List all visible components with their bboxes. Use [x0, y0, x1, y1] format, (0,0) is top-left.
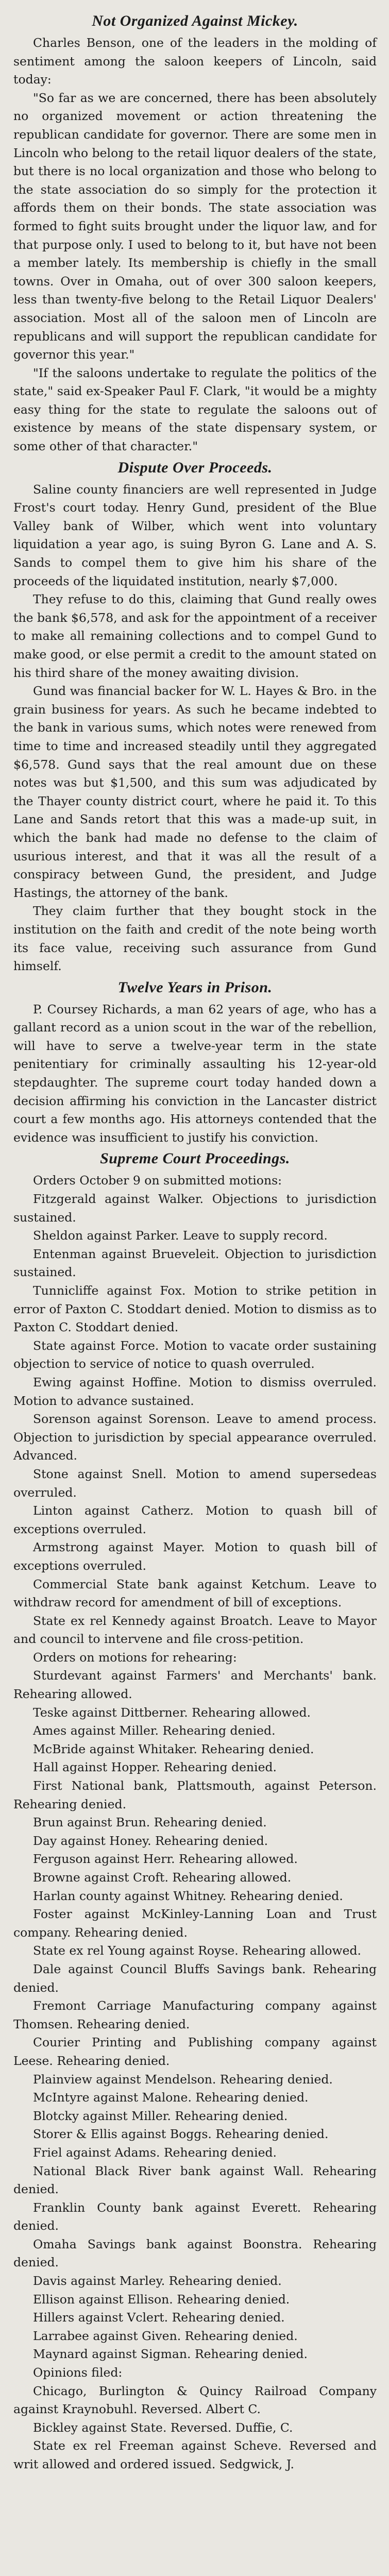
- paragraph: Gund was financial backer for W. L. Hayes & Bro. in the grain business for years. As such he became indebted to the bank in various sums, which notes were renewed from time to time and increased steadily until they aggregated $6,578. Gund says that the real amount due on these notes was but $1,500, and this sum was adjudicated by the Thayer county district court, where he paid it. To this Lane and Sands retort that this was a made-up suit, in which the bank had made no defense to the claim of usurious interest, and that it was all the result of a conspiracy between Gund, the president, and Judge Hastings, the attorney of the bank.: [13, 684, 377, 900]
- court-entry: Day against Honey. Rehearing denied.: [33, 1833, 268, 1848]
- court-entry: First National bank, Plattsmouth, against Peterson. Rehearing denied.: [13, 1778, 377, 1811]
- court-entry: Bickley against State. Reversed. Duffie, C.: [33, 2420, 293, 2435]
- court-entry: Browne against Croft. Rehearing allowed.: [33, 1870, 292, 1885]
- court-entry: Dale against Council Bluffs Savings bank. Rehearing denied.: [13, 1961, 377, 1995]
- court-entry: State against Force. Motion to vacate order sustaining objection to service of notice to quash overruled.: [13, 1338, 377, 1371]
- court-entry: Friel against Adams. Rehearing denied.: [33, 2145, 277, 2160]
- court-entry: Ellison against Ellison. Rehearing denied.: [33, 2292, 290, 2307]
- court-entry: Tunnicliffe against Fox. Motion to strike petition in error of Paxton C. Stoddart denied. Motion to dismiss as to Paxton C. Stoddart denied.: [13, 1283, 377, 1335]
- court-entry: State ex rel Kennedy against Broatch. Leave to Mayor and council to intervene and file cross-petition.: [13, 1613, 377, 1647]
- article-dispute-over-proceeds: [13, 459, 377, 976]
- paragraph: "So far as we are concerned, there has been absolutely no organized movement or action threatening the republican candidate for governor. There are some men in Lincoln who belong to the retail liquor dealers of the state, but there is no local organization and those who belong to the state association do so simply for the protection it affords them on their bonds. The state association was formed to fight suits brought under the liquor law, and for that purpose only. I used to belong to it, but have not been a member lately. Its membership is chiefly in the small towns. Over in Omaha, out of over 300 saloon keepers, less than twenty-five belong to the Retail Liquor Dealers' association. Most all of the saloon men of Lincoln are republicans and will support the republican candidate for governor this year.": [13, 90, 377, 362]
- court-entry: Entenman against Brueveleit. Objection to jurisdiction sustained.: [13, 1246, 377, 1280]
- court-entry: Fitzgerald against Walker. Objections to jurisdiction sustained.: [13, 1192, 377, 1225]
- court-entry: Ames against Miller. Rehearing denied.: [33, 1723, 276, 1738]
- court-entry: Stone against Snell. Motion to amend supersedeas overruled.: [13, 1466, 377, 1500]
- court-entry: Blotcky against Miller. Rehearing denied.: [33, 2108, 288, 2123]
- paragraph: They claim further that they bought stock in the institution on the faith and credit of the note being worth its face value, receiving such assurance from Gund himself.: [13, 904, 377, 974]
- court-entry: Linton against Catherz. Motion to quash bill of exceptions overruled.: [13, 1503, 377, 1536]
- court-entry: Storer & Ellis against Boggs. Rehearing denied.: [33, 2127, 329, 2142]
- headline-not-organized: Not Organized Against Mickey.: [92, 12, 298, 29]
- court-entry: Teske against Dittberner. Rehearing allowed.: [33, 1705, 311, 1720]
- court-entry: Courier Printing and Publishing company against Leese. Rehearing denied.: [13, 2035, 377, 2068]
- article-twelve-years: [13, 979, 377, 1147]
- court-entry: Franklin County bank against Everett. Rehearing denied.: [13, 2200, 377, 2233]
- court-entry: Ferguson against Herr. Rehearing allowed.: [33, 1852, 298, 1867]
- article-not-organized: [13, 12, 377, 456]
- paragraph: Saline county financiers are well represented in Judge Frost's court today. Henry Gund, president of the Blue Valley bank of Wilber, which went into voluntary liquidation a year ago, is suing Byron G. Lane and A. S. Sands to compel them to give him his share of the proceeds of the liquidated institution, nearly $7,000.: [13, 482, 377, 588]
- paragraph: P. Coursey Richards, a man 62 years of age, who has a gallant record as a union scout in the war of the rebellion, will have to serve a twelve-year term in the state penitentiary for criminally assaulting his 12-year-old stepdaughter. The supreme court today handed down a decision affirming his conviction in the Lancaster district court a few months ago. His attorneys contended that the evidence was insufficient to justify his conviction.: [13, 1002, 377, 1145]
- court-entry: McIntyre against Malone. Rehearing denied.: [33, 2090, 309, 2105]
- court-entry: Omaha Savings bank against Boonstra. Rehearing denied.: [13, 2236, 377, 2270]
- court-entry: Ewing against Hoffine. Motion to dismiss overruled. Motion to advance sustained.: [13, 1375, 377, 1408]
- paragraph: Charles Benson, one of the leaders in the molding of sentiment among the saloon keepers of Lincoln, said today:: [13, 36, 377, 87]
- court-entry: Sorenson against Sorenson. Leave to amend process. Objection to jurisdiction by special appearance overruled. Advanced.: [13, 1412, 377, 1463]
- court-entry: Commercial State bank against Ketchum. Leave to withdraw record for amendment of bill of exceptions.: [13, 1577, 377, 1610]
- court-entry: National Black River bank against Wall. Rehearing denied.: [13, 2163, 377, 2197]
- court-entry: Opinions filed:: [33, 2365, 123, 2380]
- court-entry: Sturdevant against Farmers' and Merchants' bank. Rehearing allowed.: [13, 1668, 377, 1702]
- court-entry: Chicago, Burlington & Quincy Railroad Company against Kraynobuhl. Reversed. Albert C.: [13, 2383, 377, 2417]
- court-entry: Larrabee against Given. Rehearing denied.: [33, 2328, 298, 2343]
- court-entry: Brun against Brun. Rehearing denied.: [33, 1815, 267, 1830]
- headline-dispute: Dispute Over Proceeds.: [117, 459, 273, 476]
- court-entry: Foster against McKinley-Lanning Loan and Trust company. Rehearing denied.: [13, 1907, 377, 1940]
- court-entry: Davis against Marley. Rehearing denied.: [33, 2274, 282, 2289]
- court-entry: Plainview against Mendelson. Rehearing denied.: [33, 2072, 333, 2087]
- court-entry: McBride against Whitaker. Rehearing denied.: [33, 1741, 314, 1756]
- court-entry: Maynard against Sigman. Rehearing denied.: [33, 2347, 308, 2362]
- paragraph: They refuse to do this, claiming that Gund really owes the bank $6,578, and ask for the appointment of a receiver to make all remaining collections and to compel Gund to make good, or else permit a credit to the amount stated on his third share of the money awaiting division.: [13, 592, 377, 680]
- court-entry: Hall against Hopper. Rehearing denied.: [33, 1760, 277, 1775]
- court-entry: Hillers against Vclert. Rehearing denied.: [33, 2310, 285, 2325]
- headline-supreme-court: Supreme Court Proceedings.: [100, 1150, 290, 1167]
- article-supreme-court: [13, 1150, 377, 2473]
- court-entry: Harlan county against Whitney. Rehearing denied.: [33, 1888, 343, 1903]
- court-entry: State ex rel Freeman against Scheve. Reversed and writ allowed and ordered issued. Sedgwick, J.: [13, 2438, 377, 2471]
- paragraph: "If the saloons undertake to regulate the politics of the state," said ex-Speaker Paul F. Clark, "it would be a mighty easy thing for the state to regulate the saloons out of existence by means of the state dispensary system, or some other of that character.": [13, 365, 377, 454]
- court-entry: Orders October 9 on submitted motions:: [33, 1173, 282, 1188]
- headline-twelve-years: Twelve Years in Prison.: [117, 978, 273, 996]
- court-entry: Sheldon against Parker. Leave to supply record.: [33, 1228, 328, 1243]
- court-entry: Orders on motions for rehearing:: [33, 1650, 237, 1665]
- court-entry: Fremont Carriage Manufacturing company against Thomsen. Rehearing denied.: [13, 1998, 377, 2031]
- court-entry: Armstrong against Mayer. Motion to quash bill of exceptions overruled.: [13, 1540, 377, 1573]
- court-entry: State ex rel Young against Royse. Rehearing allowed.: [33, 1943, 362, 1958]
